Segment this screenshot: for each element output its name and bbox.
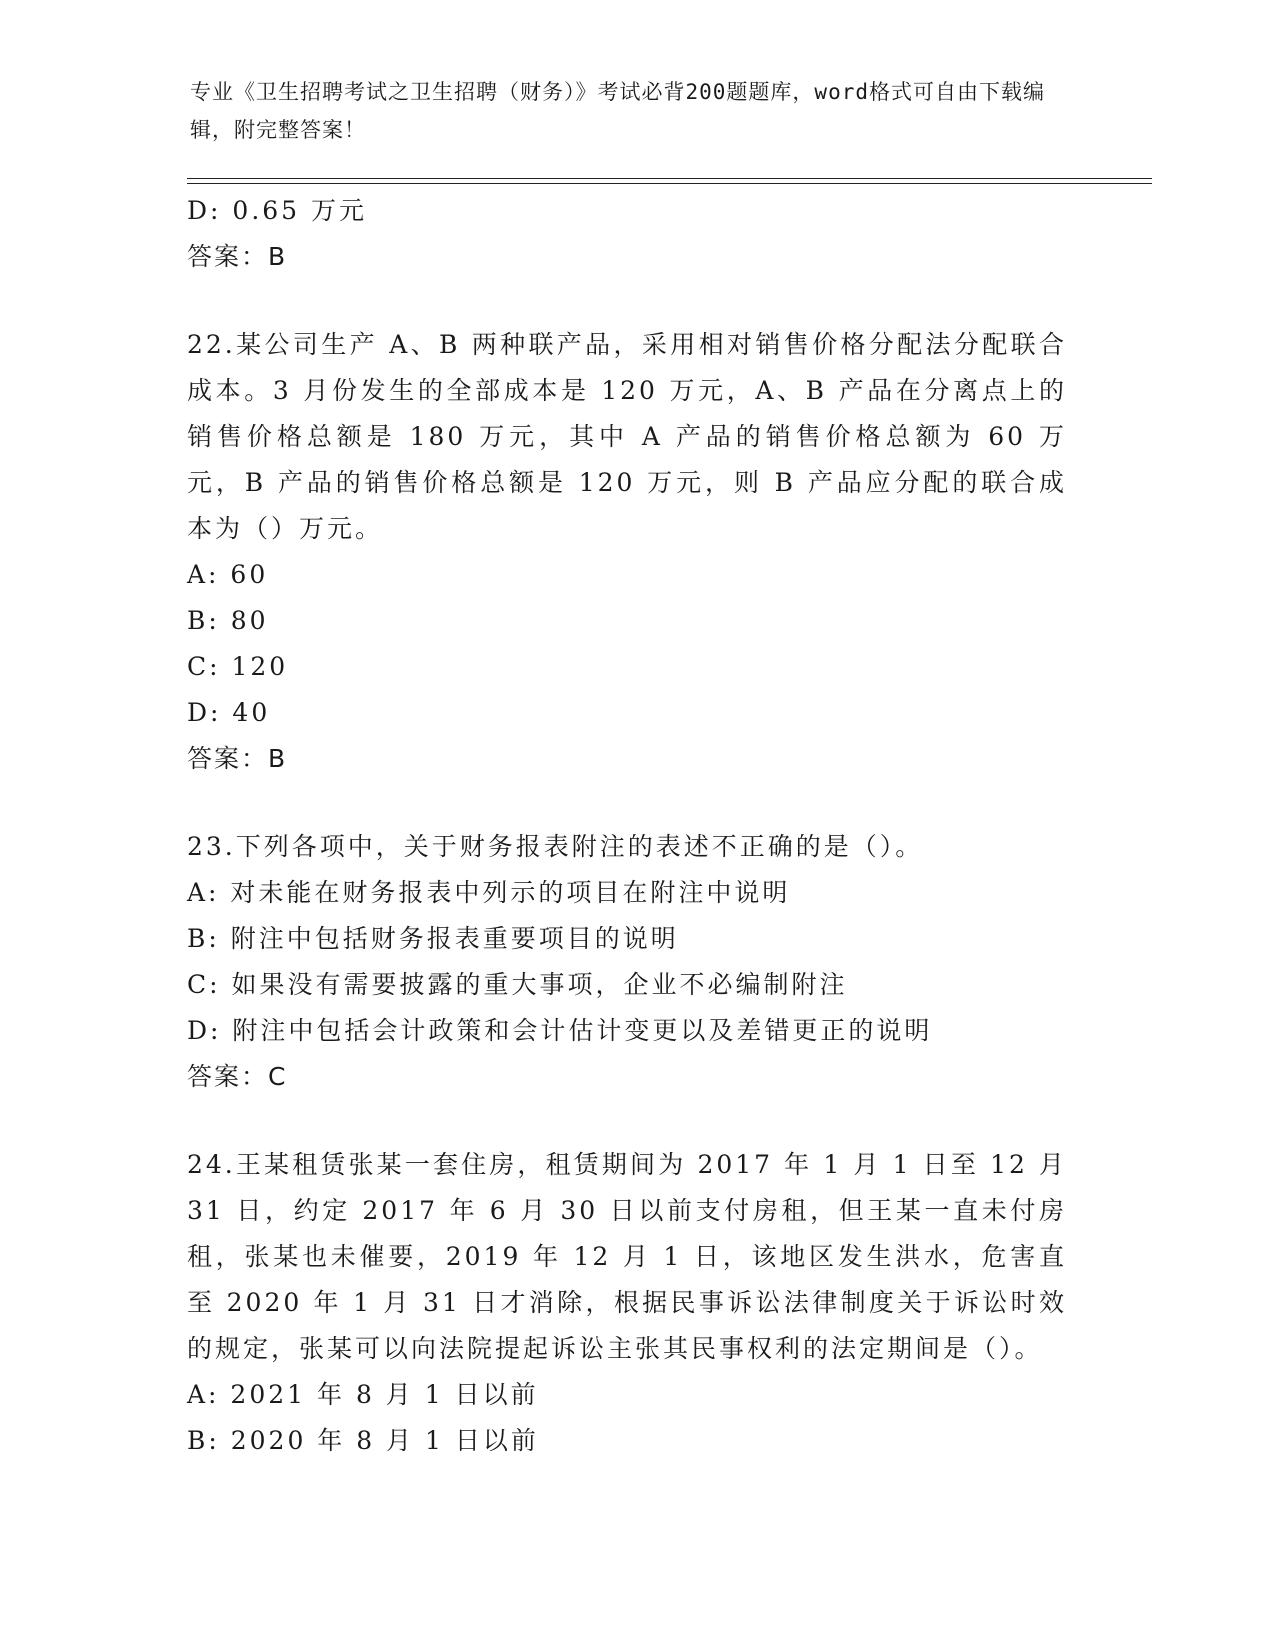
q23-option-c: C: 如果没有需要披露的重大事项，企业不必编制附注 (187, 970, 848, 999)
q23-answer: 答案：C (187, 1062, 288, 1091)
q24-option-b: B: 2020 年 8 月 1 日以前 (187, 1426, 539, 1455)
q22-stem: 22.某公司生产 A、B 两种联产品，采用相对销售价格分配法分配联合成本。3 月份发生的全部成本是 120 万元，A、B 产品在分离点上的销售价格总额是 180 万元，其中 A 产品的销售价格总额为 60 万元，B 产品的销售价格总额是 120 万元，则 B 产品应分配的联合成本为（）万元。 (187, 330, 1067, 543)
q23-option-b: B: 附注中包括财务报表重要项目的说明 (187, 924, 679, 953)
q22-option-a: A: 60 (187, 560, 269, 589)
header-divider-top (187, 178, 1152, 179)
q24-option-a: A: 2021 年 8 月 1 日以前 (187, 1380, 539, 1409)
q22-option-d: D: 40 (187, 698, 271, 727)
q24-stem: 24.王某租赁张某一套住房，租赁期间为 2017 年 1 月 1 日至 12 月 31 日，约定 2017 年 6 月 30 日以前支付房租，但王某一直未付房租，张某也未催要，2019 年 12 月 1 日，该地区发生洪水，危害直至 2020 年 1 月 31 日才消除，根据民事诉讼法律制度关于诉讼时效的规定，张某可以向法院提起诉讼主张其民事权利的法定期间是（）。 (187, 1150, 1067, 1363)
header-divider-bottom (187, 183, 1152, 184)
q21-answer: 答案：B (187, 242, 288, 271)
q22-option-c: C: 120 (187, 652, 289, 681)
q23-stem: 23.下列各项中，关于财务报表附注的表述不正确的是（）。 (187, 832, 924, 861)
spacer (187, 782, 1067, 824)
document-body (187, 188, 1067, 1464)
q21-option-d: D: 0.65 万元 (187, 196, 368, 225)
document-header: 专业《卫生招聘考试之卫生招聘（财务）》考试必背200题题库，word格式可自由下载编辑，附完整答案！ (190, 80, 1045, 142)
spacer (187, 280, 1067, 322)
q22-option-b: B: 80 (187, 606, 269, 635)
q23-option-d: D: 附注中包括会计政策和会计估计变更以及差错更正的说明 (187, 1016, 933, 1045)
spacer (187, 1100, 1067, 1142)
q22-answer: 答案：B (187, 744, 288, 773)
q23-option-a: A: 对未能在财务报表中列示的项目在附注中说明 (187, 878, 791, 907)
